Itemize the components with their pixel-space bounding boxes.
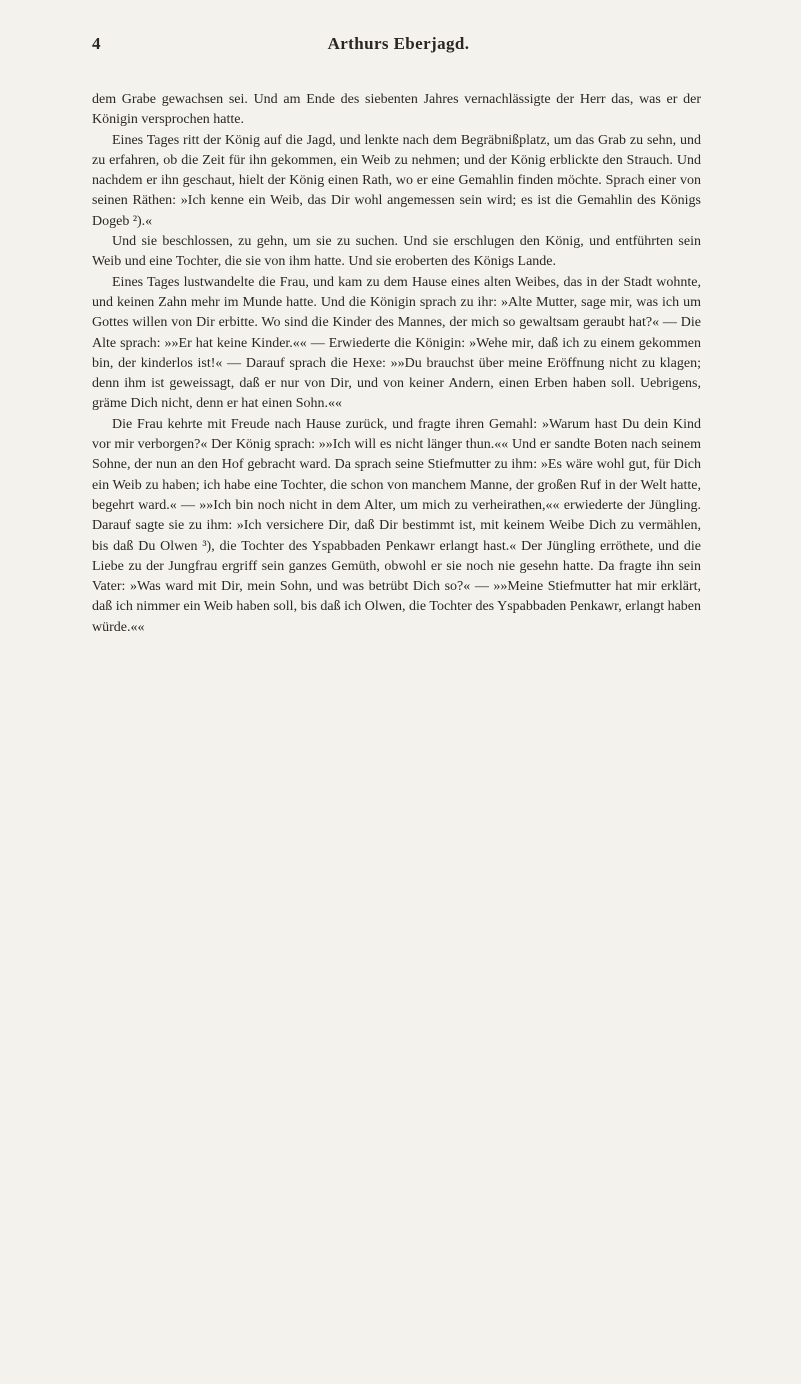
page-header [92,34,705,62]
paragraph: Und sie beschlossen, zu gehn, um sie zu suchen. Und sie erschlugen den König, und entführten sein Weib und eine Tochter, die sie von ihm hatte. Und sie eroberten des Königs Lande. [92,234,701,270]
paragraph: Die Frau kehrte mit Freude nach Hause zurück, und fragte ihren Gemahl: »Warum hast Du dein Kind vor mir verborgen?« Der König sprach: »»Ich will es nicht länger thun.«« Und er sandte Boten nach seinem Sohne, der nun an den Hof gebracht ward. Da sprach seine Stiefmutter zu ihm: »Es wäre wohl gut, für Dich ein Weib zu haben; ich habe eine Tochter, die schon von manchem Manne, der großen Ruf in der Welt hatte, begehrt ward.« — »»Ich bin noch nicht in dem Alter, um mich zu verheirathen,«« erwiederte der Jüngling. Darauf sagte sie zu ihm: »Ich versichere Dir, daß Dir bestimmt ist, mit keinem Weibe Dich zu vermählen, bis daß Du Olwen ³), die Tochter des Yspabbaden Penkawr erlangt hast.« Der Jüngling erröthete, und die Liebe zu der Jungfrau ergriff sein ganzes Gemüth, obwohl er sie noch nie gesehn hatte. Da fragte ihn sein Vater: »Was ward mit Dir, mein Sohn, und was betrübt Dich so?« — »»Meine Stiefmutter hat mir erklärt, daß ich nimmer ein Weib haben soll, bis daß ich Olwen, die Tochter des Yspabbaden Penkawr, erlangt haben würde.«« [92,416,702,635]
paragraph: dem Grabe gewachsen sei. Und am Ende des siebenten Jahres vernachlässigte der Herr das, was er der Königin versprochen hatte. [92,92,701,128]
running-title: Arthurs Eberjagd. [327,34,470,53]
paragraph: Eines Tages ritt der König auf die Jagd, und lenkte nach dem Begräbnißplatz, um das Grab zu sehn, und zu erfahren, ob die Zeit für ihn gekommen, ein Weib zu nehmen; und der König erblickte den Strauch. Und nachdem er ihn geschaut, hielt der König einen Rath, wo er eine Gemahlin finden möchte. Sprach einer von seinen Räthen: »Ich kenne ein Weib, das Dir wohl angemessen sein wird; es ist die Gemahlin des Königs Dogeb ²).« [92,132,701,229]
paragraph: Eines Tages lustwandelte die Frau, und kam zu dem Hause eines alten Weibes, das in der Stadt wohnte, und keinen Zahn mehr im Munde hatte. Und die Königin sprach zu ihr: »Alte Mutter, sage mir, was ich um Gottes willen von Dir erbitte. Wo sind die Kinder des Mannes, der mich so gewaltsam geraubt hat?« — Die Alte sprach: »»Er hat keine Kinder.«« — Erwiederte die Königin: »Wehe mir, daß ich zu einem gekommen bin, der kinderlos ist!« — Darauf sprach die Hexe: »»Du brauchst über meine Eröffnung nicht zu klagen; denn ihm ist geweissagt, daß er nur von Dir, und von keiner Andern, einen Erben haben soll. Uebrigens, gräme Dich nicht, denn er hat einen Sohn.«« [92,274,701,412]
page-number: 4 [92,34,101,53]
body-text [92,90,701,638]
